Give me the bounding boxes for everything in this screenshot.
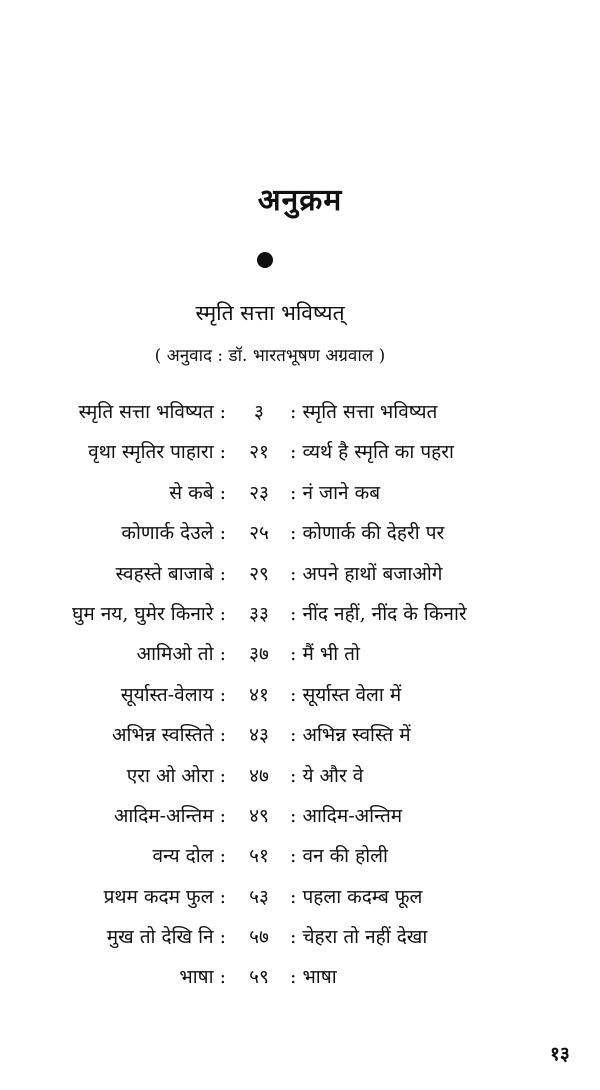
toc-translated-title: : चेहरा तो नहीं देखा bbox=[290, 926, 428, 949]
toc-original-title: मुख तो देखि नि : bbox=[106, 926, 226, 949]
toc-entry bbox=[0, 796, 600, 836]
toc-page-number: २५ bbox=[249, 522, 269, 545]
toc-original-title: वन्य दोल : bbox=[152, 845, 226, 868]
toc-page-number: ५७ bbox=[249, 926, 269, 949]
toc-original-title: प्रथम कदम फुल : bbox=[103, 885, 226, 908]
toc-entry bbox=[0, 473, 600, 513]
toc-translated-title: : पहला कदम्ब फूल bbox=[290, 885, 423, 908]
toc-original-title: कोणार्क देउले : bbox=[121, 522, 226, 545]
toc-original-title: एरा ओ ओरा : bbox=[126, 764, 226, 787]
toc-page-number: २१ bbox=[249, 441, 269, 464]
toc-page-number: ५१ bbox=[249, 845, 269, 868]
toc-page-number: ४१ bbox=[249, 683, 269, 706]
toc-entry bbox=[0, 432, 600, 472]
toc-original-title: सूर्यास्त-वेलाय : bbox=[120, 683, 226, 706]
toc-original-title: आदिम-अन्तिम : bbox=[113, 804, 226, 827]
toc-page-number: २९ bbox=[249, 562, 269, 585]
toc-original-title: वृथा स्मृतिर पाहारा : bbox=[88, 441, 226, 464]
toc-original-title: आमिओ तो : bbox=[136, 643, 226, 666]
toc-page-number: ५९ bbox=[249, 966, 269, 989]
toc-page-number: २३ bbox=[249, 481, 269, 504]
toc-page-number: ५३ bbox=[249, 885, 269, 908]
toc-original-title: अभिन्न स्वस्तिते : bbox=[111, 724, 226, 747]
bullet-ornament bbox=[257, 252, 273, 268]
toc-original-title: स्मृति सत्ता भविष्यत : bbox=[78, 401, 226, 423]
toc-entry bbox=[0, 836, 600, 876]
translator-credit: ( अनुवाद : डॉ. भारतभूषण अग्रवाल ) bbox=[154, 346, 386, 366]
toc-page-number: ३७ bbox=[249, 643, 269, 666]
section-title: स्मृति सत्ता भविष्यत् bbox=[195, 301, 345, 325]
toc-translated-title: : स्मृति सत्ता भविष्यत bbox=[290, 401, 438, 423]
toc-entry bbox=[0, 957, 600, 997]
toc-entry bbox=[0, 594, 600, 634]
toc-entry bbox=[0, 675, 600, 715]
toc-page-number: ३ bbox=[254, 401, 264, 423]
toc-translated-title: : अपने हाथों बजाओगे bbox=[290, 562, 443, 585]
toc-translated-title: : आदिम-अन्तिम bbox=[290, 804, 403, 827]
toc-translated-title: : ये और वे bbox=[290, 764, 364, 787]
toc-entry bbox=[0, 917, 600, 957]
toc-translated-title: : वन की होली bbox=[290, 845, 388, 868]
toc-entry bbox=[0, 634, 600, 674]
toc-original-title: घुम नय, घुमेर किनारे : bbox=[72, 602, 226, 625]
toc-entry bbox=[0, 554, 600, 594]
toc-entry bbox=[0, 877, 600, 917]
toc-translated-title: : कोणार्क की देहरी पर bbox=[290, 522, 445, 545]
toc-entry bbox=[0, 756, 600, 796]
toc-page-number: ४३ bbox=[249, 724, 269, 747]
toc-original-title: स्वहस्ते बाजाबे : bbox=[115, 562, 226, 585]
toc-entry bbox=[0, 392, 600, 432]
toc-translated-title: : व्यर्थ है स्मृति का पहरा bbox=[290, 441, 454, 464]
toc-translated-title: : भाषा bbox=[290, 966, 337, 989]
toc-entry bbox=[0, 715, 600, 755]
toc-translated-title: : अभिन्न स्वस्ति में bbox=[290, 724, 411, 747]
toc-original-title: भाषा : bbox=[179, 966, 226, 989]
table-of-contents bbox=[0, 392, 600, 998]
toc-entry bbox=[0, 513, 600, 553]
page-title: अनुक्रम bbox=[257, 183, 343, 218]
toc-page-number: ४७ bbox=[249, 764, 269, 787]
toc-page-number: ४९ bbox=[249, 804, 269, 827]
toc-translated-title: : नींद नहीं, नींद के किनारे bbox=[290, 602, 467, 625]
toc-original-title: से कबे : bbox=[169, 481, 226, 504]
toc-translated-title: : सूर्यास्त वेला में bbox=[290, 683, 402, 706]
page-folio-number: १३ bbox=[550, 1043, 570, 1065]
toc-translated-title: : मैं भी तो bbox=[290, 643, 360, 666]
toc-translated-title: : नं जाने कब bbox=[290, 481, 381, 504]
toc-page-number: ३३ bbox=[249, 602, 269, 625]
